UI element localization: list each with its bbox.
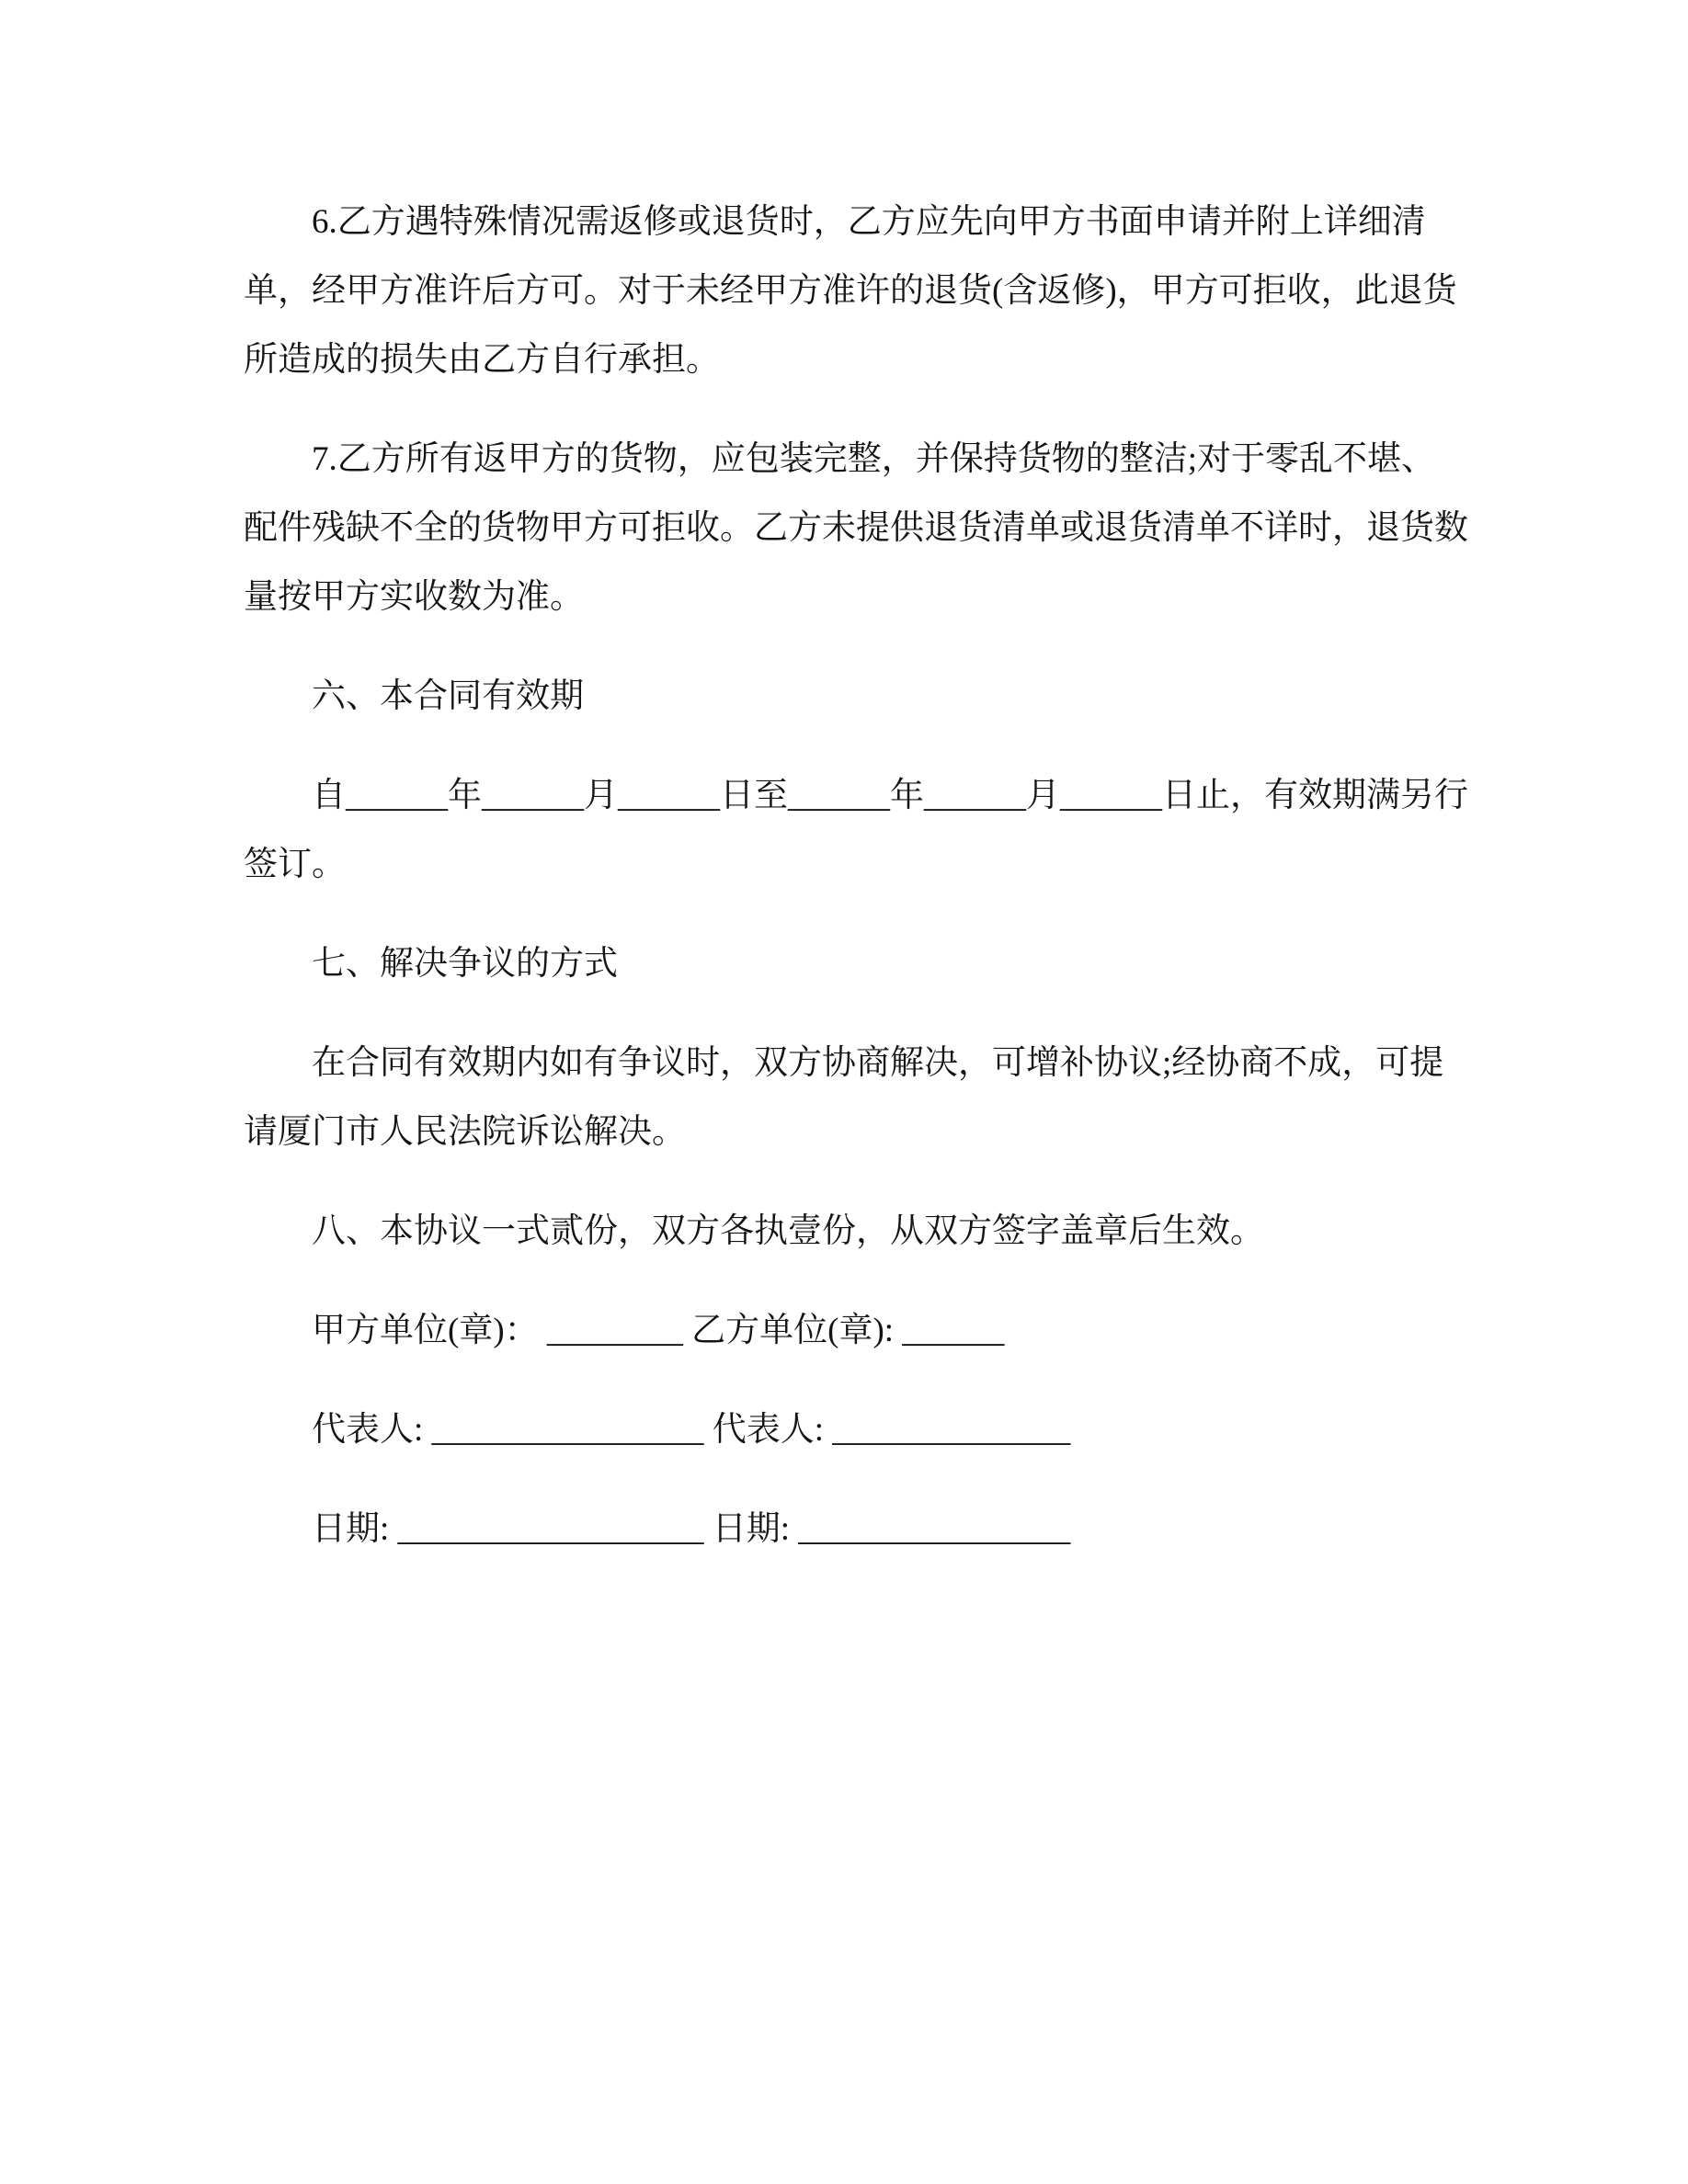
clause-7-paragraph [244,425,1467,631]
heading-line: 七、解决争议的方式 [312,945,618,983]
validity-period-paragraph [244,761,1467,899]
clause-6-paragraph [244,188,1467,394]
text-line: 所造成的损失由乙方自行承担。 [244,341,720,379]
section-7-heading [244,929,1467,998]
signature-representatives-line [244,1395,1467,1464]
text-line: 请厦门市人民法院诉讼解决。 [244,1113,686,1151]
text-line: 代表人: ________________ 代表人: ______________ [312,1411,1071,1449]
section-8-paragraph [244,1197,1467,1266]
text-line: 6.乙方遇特殊情况需返修或退货时，乙方应先向甲方书面申请并附上详细清 [312,203,1426,241]
text-line: 量按甲方实收数为准。 [244,578,584,616]
dispute-resolution-paragraph [244,1029,1467,1166]
signature-units-line [244,1296,1467,1365]
text-line: 甲方单位(章)： ________ 乙方单位(章): ______ [312,1312,1005,1349]
text-line: 签订。 [244,846,346,883]
signature-dates-line [244,1495,1467,1564]
heading-line: 六、本合同有效期 [312,677,584,715]
section-6-heading [244,662,1467,731]
text-line: 日期: __________________ 日期: ________________ [312,1510,1071,1548]
text-line: 配件残缺不全的货物甲方可拒收。乙方未提供退货清单或退货清单不详时，退货数 [244,509,1468,547]
text-line: 7.乙方所有返甲方的货物，应包装完整，并保持货物的整洁;对于零乱不堪、 [312,440,1436,478]
text-line: 自______年______月______日至______年______月______日止，有效期满另行 [312,777,1468,814]
text-line: 八、本协议一式贰份，双方各执壹份，从双方签字盖章后生效。 [312,1212,1264,1250]
text-line: 单，经甲方准许后方可。对于未经甲方准许的退货(含返修)，甲方可拒收，此退货 [244,272,1457,310]
text-line: 在合同有效期内如有争议时，双方协商解决，可增补协议;经协商不成，可提 [312,1044,1444,1082]
